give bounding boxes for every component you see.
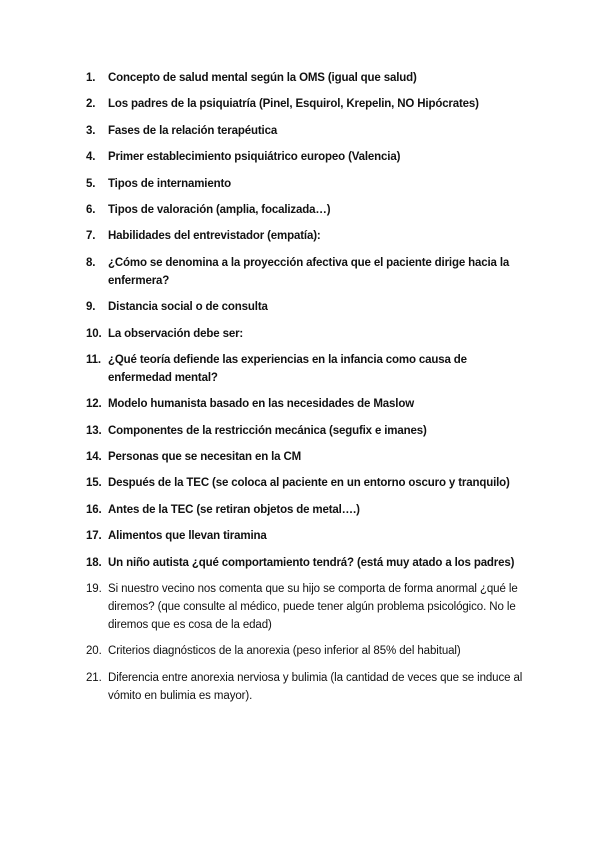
question-item [86, 554, 526, 572]
question-text: Tipos de valoración (amplia, focalizada…) [108, 203, 331, 216]
question-text: Si nuestro vecino nos comenta que su hijo se comporta de forma anormal ¿qué le diremos? (que consulte al médico, puede tener algún problema psicológico. No le diremos que es cosa de la edad) [108, 583, 518, 632]
question-text: Alimentos que llevan tiramina [108, 530, 267, 543]
question-item [86, 325, 526, 343]
question-item [86, 501, 526, 519]
question-number: 19. [86, 583, 102, 596]
question-item [86, 448, 526, 466]
question-item [86, 527, 526, 545]
question-item [86, 395, 526, 413]
question-number: 3. [86, 124, 96, 137]
question-item [86, 254, 526, 290]
question-number: 16. [86, 503, 102, 516]
question-item [86, 122, 526, 140]
question-number: 2. [86, 98, 96, 111]
question-item [86, 95, 526, 113]
question-item [86, 201, 526, 219]
question-item [86, 474, 526, 492]
question-text: Antes de la TEC (se retiran objetos de metal….) [108, 503, 360, 516]
question-item [86, 148, 526, 166]
question-item [86, 351, 526, 387]
question-text: Después de la TEC (se coloca al paciente en un entorno oscuro y tranquilo) [108, 477, 510, 490]
question-number: 17. [86, 530, 102, 543]
question-number: 18. [86, 556, 102, 569]
question-number: 6. [86, 203, 96, 216]
question-text: Primer establecimiento psiquiátrico europeo (Valencia) [108, 151, 401, 164]
question-text: Fases de la relación terapéutica [108, 124, 278, 137]
question-number: 1. [86, 72, 96, 84]
question-text: Tipos de internamiento [108, 177, 232, 190]
question-text: Concepto de salud mental según la OMS (igual que salud) [108, 72, 417, 84]
question-item [86, 227, 526, 245]
question-text: Componentes de la restricción mecánica (segufix e imanes) [108, 424, 427, 437]
question-item [86, 669, 526, 705]
question-text: Modelo humanista basado en las necesidades de Maslow [108, 398, 414, 411]
question-text: ¿Qué teoría defiende las experiencias en la infancia como causa de enfermedad mental? [108, 353, 467, 384]
question-number: 10. [86, 327, 102, 340]
question-text: ¿Cómo se denomina a la proyección afectiva que el paciente dirige hacia la enfermera? [108, 256, 510, 287]
question-number: 7. [86, 230, 96, 243]
question-number: 9. [86, 301, 96, 314]
question-text: Un niño autista ¿qué comportamiento tendrá? (está muy atado a los padres) [108, 556, 515, 569]
question-number: 13. [86, 424, 102, 437]
question-text: Personas que se necesitan en la CM [108, 451, 302, 464]
question-text: Distancia social o de consulta [108, 301, 268, 314]
question-number: 20. [86, 645, 102, 658]
question-number: 5. [86, 177, 96, 190]
question-number: 14. [86, 451, 102, 464]
question-item [86, 642, 526, 660]
question-text: La observación debe ser: [108, 327, 244, 340]
question-item [86, 422, 526, 440]
question-text: Los padres de la psiquiatría (Pinel, Esquirol, Krepelin, NO Hipócrates) [108, 98, 479, 111]
question-item [86, 298, 526, 316]
question-text: Habilidades del entrevistador (empatía): [108, 230, 321, 243]
question-list [86, 69, 526, 713]
question-text: Diferencia entre anorexia nerviosa y bulimia (la cantidad de veces que se induce al vómito en bulimia es mayor). [108, 671, 523, 702]
question-number: 15. [86, 477, 102, 490]
question-text: Criterios diagnósticos de la anorexia (peso inferior al 85% del habitual) [108, 645, 461, 658]
question-item [86, 175, 526, 193]
question-number: 11. [86, 353, 101, 366]
question-item [86, 580, 526, 634]
question-number: 12. [86, 398, 102, 411]
question-number: 8. [86, 256, 96, 269]
question-number: 4. [86, 151, 96, 164]
question-item [86, 69, 526, 87]
question-number: 21. [86, 671, 102, 684]
